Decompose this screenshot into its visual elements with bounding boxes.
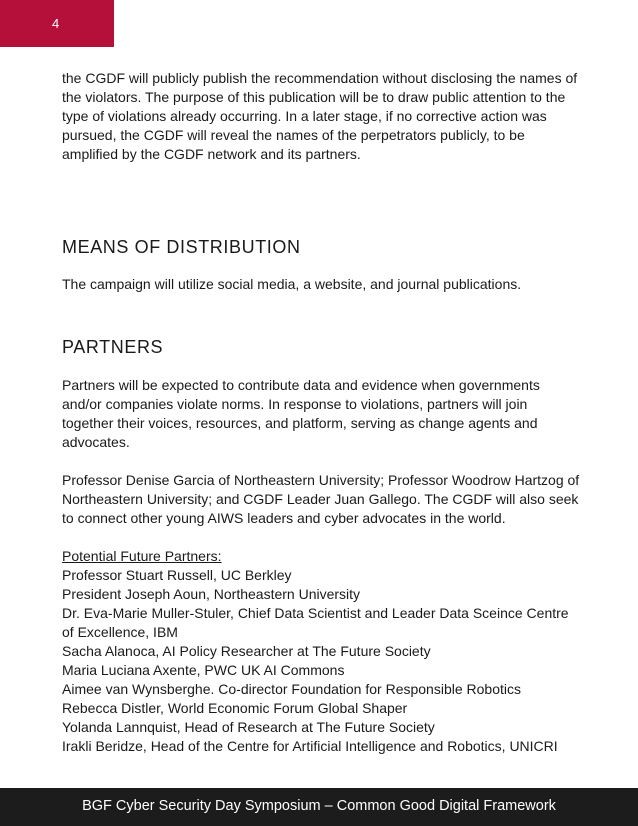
list-item: Yolanda Lannquist, Head of Research at The Future Society [62, 719, 435, 735]
list-item: Sacha Alanoca, AI Policy Researcher at The Future Society [62, 643, 431, 659]
document-body [62, 69, 582, 756]
means-text: The campaign will utilize social media, a website, and journal publications. [62, 276, 522, 292]
partners-current-paragraph: Professor Denise Garcia of Northeastern University; Professor Woodrow Hartzog of Northeastern University; and CGDF Leader Juan Gallego. The CGDF will also seek to connect other young AIWS leaders and cyber advocates in the world. [62, 472, 580, 526]
partners-heading: PARTNERS [62, 337, 164, 357]
footer-text: BGF Cyber Security Day Symposium – Common Good Digital Framework [82, 798, 556, 814]
list-item: Irakli Beridze, Head of the Centre for Artificial Intelligence and Robotics, UNICRI [62, 738, 558, 754]
future-partners-list [62, 566, 582, 756]
page-footer [0, 788, 638, 826]
page-number: 4 [52, 16, 60, 31]
partners-paragraph: Partners will be expected to contribute data and evidence when governments and/or companies violate norms. In response to violations, partners will join together their voices, resources, and platform, serving as change agents and advocates. [62, 377, 540, 450]
page-number-tab [0, 0, 114, 47]
list-item: Rebecca Distler, World Economic Forum Global Shaper [62, 700, 408, 716]
list-item: Maria Luciana Axente, PWC UK AI Commons [62, 662, 345, 678]
list-item: Aimee van Wynsberghe. Co-director Foundation for Responsible Robotics [62, 681, 521, 697]
list-item: Dr. Eva-Marie Muller-Stuler, Chief Data Scientist and Leader Data Sceince Centre of Excellence, IBM [62, 605, 569, 640]
intro-paragraph: the CGDF will publicly publish the recommendation without disclosing the names of the violators. The purpose of this publication will be to draw public attention to the type of violations already occurring. In a later stage, if no corrective action was pursued, the CGDF will reveal the names of the perpetrators publicly, to be amplified by the CGDF network and its partners. [62, 70, 578, 162]
means-heading: MEANS OF DISTRIBUTION [62, 237, 301, 257]
future-partners-label: Potential Future Partners: [62, 548, 222, 564]
list-item: Professor Stuart Russell, UC Berkley [62, 567, 292, 583]
list-item: President Joseph Aoun, Northeastern University [62, 586, 361, 602]
